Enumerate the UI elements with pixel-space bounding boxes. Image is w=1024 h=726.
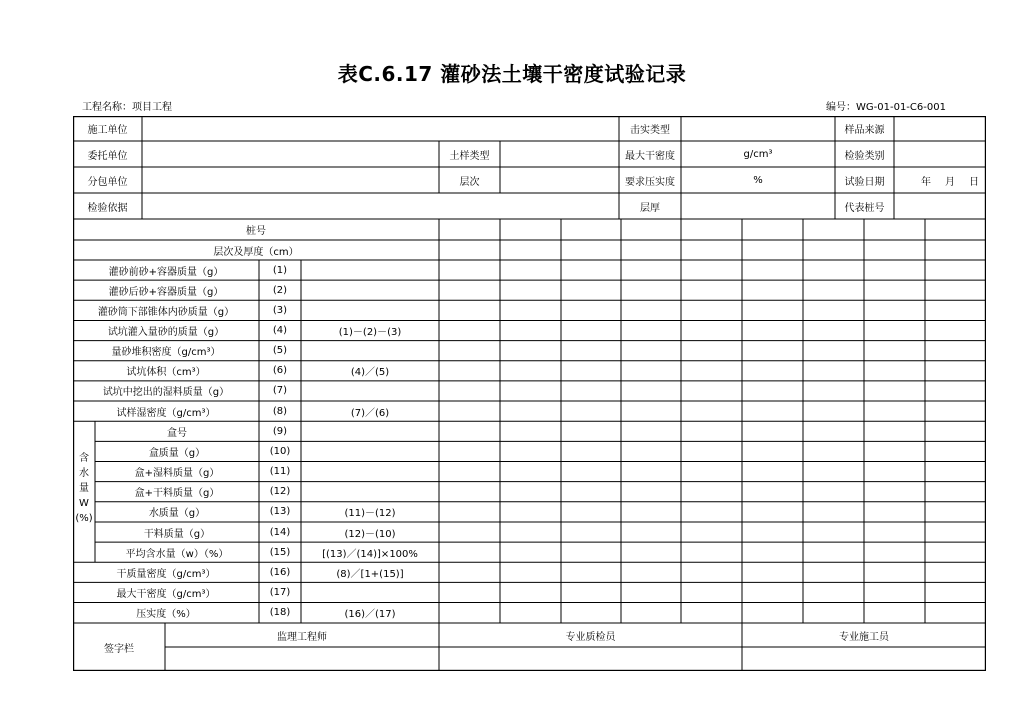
date-day: 日 xyxy=(969,176,979,188)
form-title: 表C.6.17 灌砂法土壤干密度试验记录 xyxy=(337,62,687,86)
date-month: 月 xyxy=(945,176,955,188)
quality-inspector-label: 专业质检员 xyxy=(565,631,616,643)
row-name: 最大干密度（g/cm³） xyxy=(116,588,216,600)
row-formula: [(13)／(14)]×100% xyxy=(322,548,418,560)
row-code: (7) xyxy=(272,385,288,397)
moisture-content-group-label xyxy=(73,421,95,556)
pile-no-header-label: 代表桩号 xyxy=(844,202,885,214)
row-code: (14) xyxy=(269,526,291,538)
max-dry-density-label: 最大干密度 xyxy=(625,150,675,162)
supervisor-label: 监理工程师 xyxy=(277,631,327,643)
row-formula: (16)／(17) xyxy=(344,609,396,621)
row-code: (2) xyxy=(272,284,288,296)
test-date-label: 试验日期 xyxy=(844,176,885,188)
row-code: (18) xyxy=(269,607,291,619)
layer-label: 层次 xyxy=(459,176,480,188)
row-formula xyxy=(301,482,439,502)
layer-depth-label: 层次及厚度（cm） xyxy=(213,246,299,258)
date-year: 年 xyxy=(921,176,931,188)
row-code: (8) xyxy=(272,405,288,417)
row-name: 水质量（g） xyxy=(148,508,206,520)
form-number-line xyxy=(826,98,946,113)
moisture-char-1: 含 xyxy=(79,453,89,464)
inspection-type-label: 检验类别 xyxy=(844,150,885,162)
pile-no-label: 桩号 xyxy=(246,226,266,237)
compaction-type-label: 击实类型 xyxy=(630,125,670,136)
row-code: (3) xyxy=(272,304,288,316)
row-code: (11) xyxy=(269,466,291,478)
row-formula xyxy=(301,462,439,482)
max-dry-density-unit: g/cm³ xyxy=(743,148,773,160)
record-table xyxy=(73,116,986,671)
row-name: 干质量密度（g/cm³） xyxy=(116,568,216,580)
row-name: 压实度（%） xyxy=(136,609,196,621)
row-formula: (7)／(6) xyxy=(350,407,390,419)
client-unit-label: 委托单位 xyxy=(87,150,128,162)
sub-unit-label: 分包单位 xyxy=(87,176,128,188)
row-code: (10) xyxy=(269,445,291,457)
construction-unit-label: 施工单位 xyxy=(87,125,128,136)
project-label: 工程名称： xyxy=(82,102,132,113)
row-formula xyxy=(301,421,439,441)
row-formula: (8)／[1+(15)] xyxy=(336,568,404,580)
constructor-label: 专业施工员 xyxy=(839,631,889,643)
required-compaction-label: 要求压实度 xyxy=(625,176,675,188)
row-formula xyxy=(301,260,439,280)
moisture-char-3: 量 xyxy=(79,483,89,494)
project-name: 项目工程 xyxy=(132,102,172,113)
row-name: 灌砂后砂+容器质量（g） xyxy=(108,286,224,298)
basis-label: 检验依据 xyxy=(87,202,128,214)
row-code: (17) xyxy=(269,586,291,598)
row-formula xyxy=(301,381,439,401)
row-name: 盒号 xyxy=(167,427,187,439)
row-formula: (12)－(10) xyxy=(344,528,396,540)
layer-thickness-label: 层厚 xyxy=(640,202,660,214)
row-name: 试样湿密度（g/cm³） xyxy=(116,407,216,419)
row-name: 灌砂筒下部锥体内砂质量（g） xyxy=(97,306,235,318)
row-name: 盒+干料质量（g） xyxy=(134,488,220,500)
row-name: 试坑灌入量砂的质量（g） xyxy=(107,327,225,338)
row-name: 盒质量（g） xyxy=(148,447,206,459)
row-name: 量砂堆积密度（g/cm³） xyxy=(111,347,221,359)
row-code: (15) xyxy=(269,546,291,558)
row-code: (6) xyxy=(272,365,288,377)
row-formula xyxy=(301,582,439,602)
row-formula xyxy=(301,300,439,320)
row-code: (9) xyxy=(272,425,288,437)
row-formula xyxy=(301,341,439,361)
row-code: (1) xyxy=(272,264,288,276)
number-label: 编号： xyxy=(826,102,856,113)
row-code: (13) xyxy=(269,506,291,518)
row-name: 试坑中挖出的湿料质量（g） xyxy=(102,387,230,399)
required-compaction-unit: % xyxy=(753,174,763,186)
soil-type-label: 土样类型 xyxy=(449,150,490,162)
row-formula: (11)－(12) xyxy=(344,508,396,520)
row-formula: (4)／(5) xyxy=(350,367,390,379)
row-name: 干料质量（g） xyxy=(143,528,211,540)
row-formula xyxy=(301,441,439,461)
moisture-char-5: (%) xyxy=(75,513,93,524)
sign-label: 签字栏 xyxy=(104,643,134,655)
row-name: 灌砂前砂+容器质量（g） xyxy=(108,266,224,278)
row-formula xyxy=(301,280,439,300)
moisture-char-2: 水 xyxy=(79,468,89,479)
row-code: (4) xyxy=(272,325,288,336)
row-code: (12) xyxy=(269,486,291,498)
row-formula: (1)－(2)－(3) xyxy=(338,327,402,338)
row-name: 平均含水量（w）（%） xyxy=(125,548,229,560)
row-code: (16) xyxy=(269,566,291,578)
moisture-char-4: W xyxy=(79,498,89,509)
row-name: 试坑体积（cm³） xyxy=(126,367,206,379)
project-name-line xyxy=(82,98,172,113)
row-code: (5) xyxy=(272,345,288,357)
row-name: 盒+湿料质量（g） xyxy=(134,468,220,480)
sample-source-label: 样品来源 xyxy=(844,125,885,136)
number-value: WG-01-01-C6-001 xyxy=(856,102,946,113)
